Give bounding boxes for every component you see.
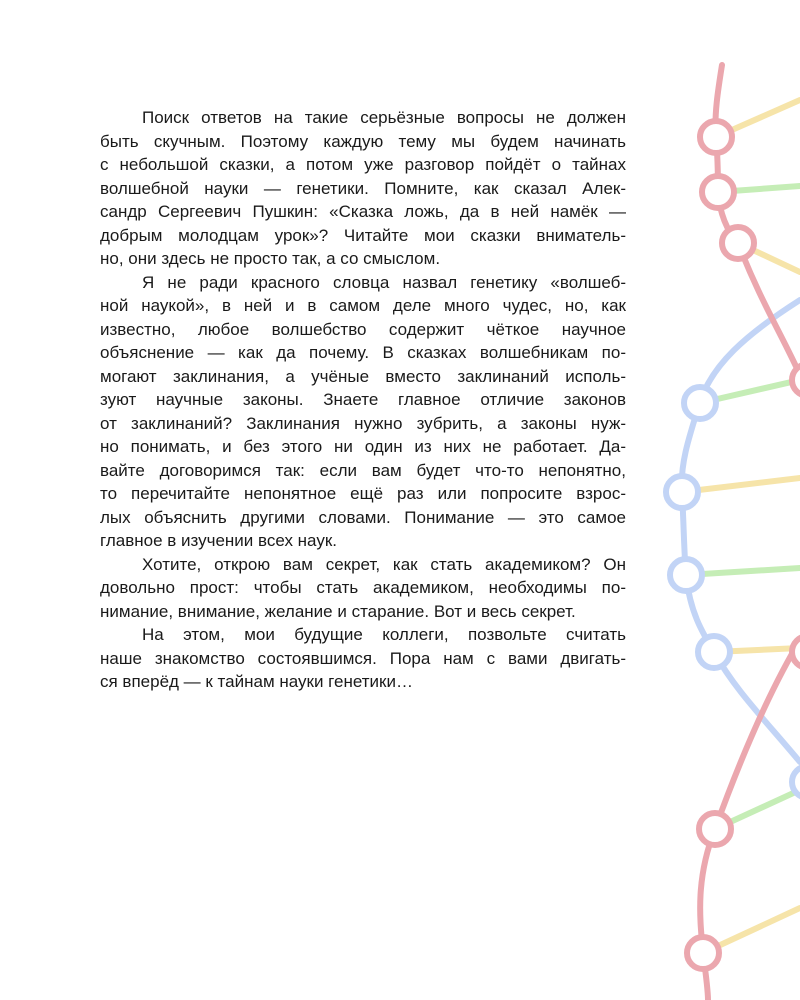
text-line: но понимать, и без этого ни один из них не работает. Да- <box>100 437 626 456</box>
dna-node-red <box>700 121 732 153</box>
text-line: нимание, внимание, желание и старание. Вот и весь секрет. <box>100 601 576 621</box>
text-line: ся вперёд — к тайнам науки генетики… <box>100 672 413 691</box>
dna-node-blue <box>792 766 800 798</box>
dna-helix-illustration <box>640 0 800 1000</box>
paragraph-1 <box>100 106 626 271</box>
text-line: но, они здесь не просто так, а со смыслом. <box>100 249 441 268</box>
dna-nodes-red <box>687 121 800 969</box>
dna-node-blue <box>698 636 730 668</box>
text-line: могают заклинания, а учёные вместо заклинаний исполь- <box>100 366 626 386</box>
text-line: то перечитайте непонятное ещё раз или попросите взрос- <box>100 484 626 503</box>
text-line: лых объяснить другими словами. Понимание — это самое <box>100 507 626 527</box>
text-line: ной наукой», в ней и в самом деле много чудес, но, как <box>100 296 626 315</box>
paragraph-2 <box>100 271 626 553</box>
dna-node-blue <box>684 387 716 419</box>
text-line: известно, любое волшебство содержит чёткое научное <box>100 319 626 339</box>
text-line: Хотите, открою вам секрет, как стать академиком? Он <box>142 554 626 574</box>
dna-node-red <box>792 364 800 396</box>
text-line: добрым молодцам урок»? Читайте мои сказки вниматель- <box>100 225 626 245</box>
dna-node-blue <box>666 476 698 508</box>
text-line: объяснение — как да почему. В сказках волшебникам по- <box>100 343 626 362</box>
text-line: Я не ради красного словца назвал генетику «волшеб- <box>142 272 626 292</box>
text-line: волшебной науки — генетики. Помните, как сказал Алек- <box>100 178 626 198</box>
text-line: с небольшой сказки, а потом уже разговор пойдёт о тайнах <box>100 155 626 174</box>
dna-node-red <box>722 227 754 259</box>
text-line: наше знакомство состоявшимся. Пора нам с вами двигать- <box>100 648 626 668</box>
dna-strand-blue <box>682 300 800 762</box>
text-line: Поиск ответов на такие серьёзные вопросы не должен <box>142 108 626 127</box>
text-line: зуют научные законы. Знаете главное отличие законов <box>100 390 626 409</box>
text-line: вайте договоримся так: если вам будет что-то непонятно, <box>100 460 626 480</box>
text-line: от заклинаний? Заклинания нужно зубрить, а законы нуж- <box>100 413 626 433</box>
dna-node-red <box>699 813 731 845</box>
paragraph-4 <box>100 623 626 694</box>
dna-node-red <box>792 636 800 668</box>
dna-node-blue <box>670 559 702 591</box>
text-line: главное в изучении всех наук. <box>100 531 337 550</box>
text-line: довольно прост: чтобы стать академиком, необходимы по- <box>100 578 626 597</box>
dna-node-red <box>687 937 719 969</box>
paragraph-3 <box>100 553 626 624</box>
text-line: На этом, мои будущие коллеги, позвольте считать <box>142 625 626 644</box>
dna-node-red <box>702 176 734 208</box>
text-block <box>100 106 626 694</box>
text-line: быть скучным. Поэтому каждую тему мы будем начинать <box>100 131 626 151</box>
text-line: сандр Сергеевич Пушкин: «Сказка ложь, да в ней намёк — <box>100 202 626 221</box>
